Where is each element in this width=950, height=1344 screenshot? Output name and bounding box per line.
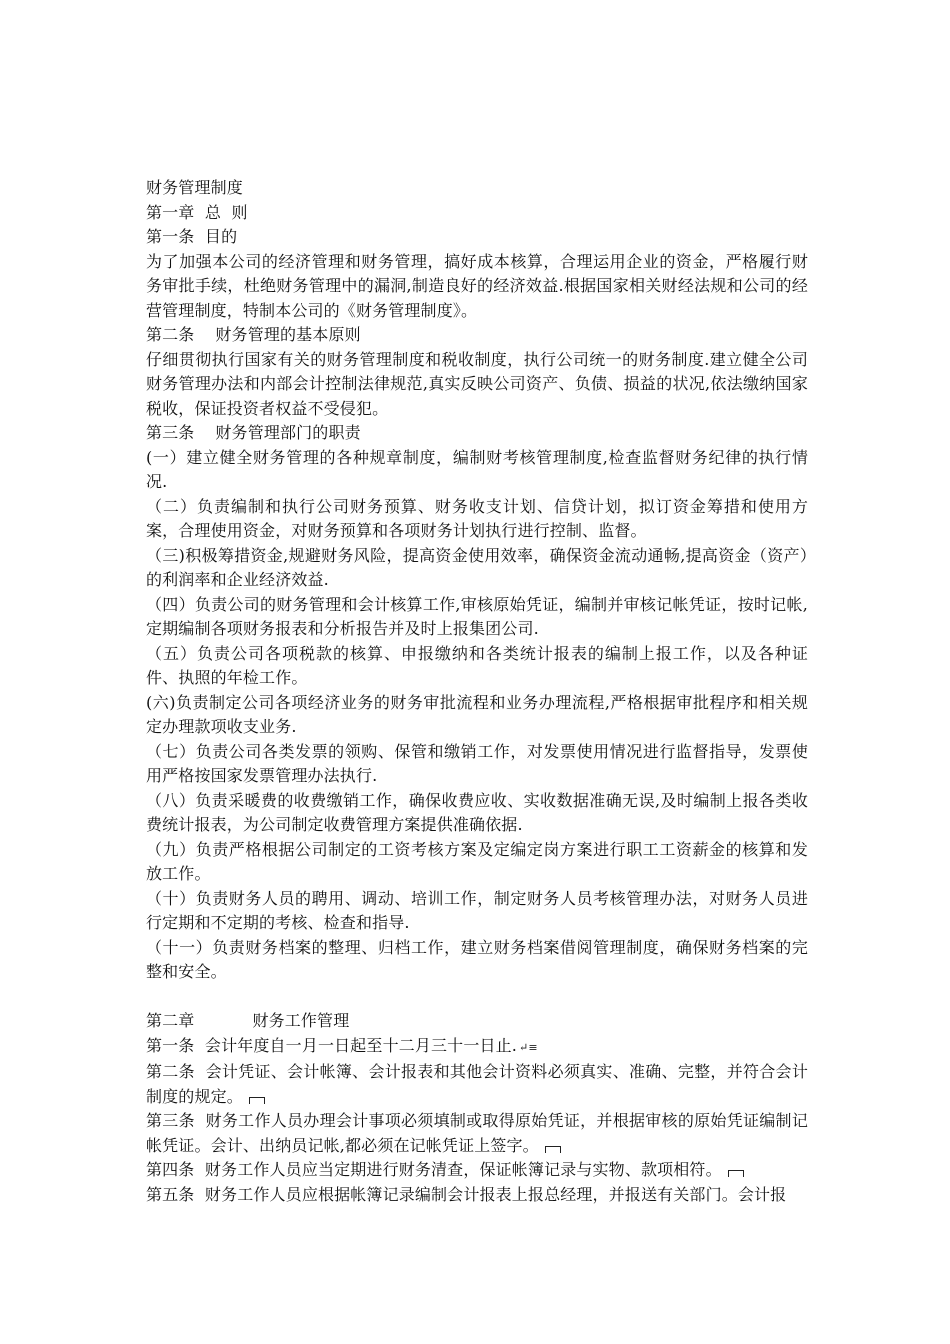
chapter-2-article-1 — [146, 1034, 808, 1061]
chapter-2-article-5-text: 第五条 财务工作人员应根据帐簿记录编制会计报表上报总经理，并报送有关部门。会计报 — [146, 1184, 787, 1204]
chapter-2-article-2-text: 第二条 会计凭证、会计帐簿、会计报表和其他会计资料必须真实、准确、完整，并符合会计制度的规定。 — [146, 1062, 808, 1106]
duty-item-8: （八）负责采暖费的收费缴销工作，确保收费应收、实收数据准确无误,及时编制上报各类收费统计报表，为公司制定收费管理方案提供准确依据. — [146, 790, 808, 834]
duty-item-3: （三)积极筹措资金,规避财务风险，提高资金使用效率，确保资金流动通畅,提高资金（资产）的利润率和企业经济效益. — [146, 545, 808, 589]
article-3-heading: 第三条 财务管理部门的职责 — [146, 423, 361, 442]
paragraph-mark-icon: ↵≡ — [519, 1040, 538, 1054]
chapter-2-title: 财务工作管理 — [252, 1011, 350, 1030]
chapter-2-article-4 — [146, 1158, 808, 1183]
article-1-heading: 第一条 目的 — [146, 227, 238, 246]
document-title: 财务管理制度 — [146, 178, 243, 197]
duty-item-2: （二）负责编制和执行公司财务预算、财务收支计划、信贷计划，拟订资金筹措和使用方案，合理使用资金，对财务预算和各项财务计划执行进行控制、监督。 — [146, 496, 808, 540]
document-page — [146, 176, 808, 1207]
section-spacer — [146, 985, 808, 1010]
line-break-mark-icon — [249, 1097, 265, 1104]
duty-item-11: （十一）负责财务档案的整理、归档工作，建立财务档案借阅管理制度，确保财务档案的完整和安全。 — [146, 937, 808, 981]
line-break-mark-icon — [545, 1146, 561, 1153]
duty-item-4: （四）负责公司的财务管理和会计核算工作,审核原始凭证，编制并审核记帐凭证，按时记帐,定期编制各项财务报表和分析报告并及时上报集团公司. — [146, 594, 808, 638]
chapter-2-number: 第二章 — [146, 1011, 195, 1030]
article-2-body: 仔细贯彻执行国家有关的财务管理制度和税收制度，执行公司统一的财务制度.建立健全公司财务管理办法和内部会计控制法律规范,真实反映公司资产、负债、损益的状况,依法缴纳国家税收，保证投资者权益不受侵犯。 — [146, 349, 808, 418]
chapter-2-article-5 — [146, 1183, 808, 1208]
article-1-body: 为了加强本公司的经济管理和财务管理，搞好成本核算，合理运用企业的资金，严格履行财务审批手续，杜绝财务管理中的漏洞,制造良好的经济效益.根据国家相关财经法规和公司的经营管理制度，特制本公司的《财务管理制度》。 — [146, 251, 808, 320]
chapter-2-article-3 — [146, 1109, 808, 1158]
duty-item-6: (六)负责制定公司各项经济业务的财务审批流程和业务办理流程,严格根据审批程序和相关规定办理款项收支业务. — [146, 692, 808, 736]
duty-item-5: （五）负责公司各项税款的核算、申报缴纳和各类统计报表的编制上报工作，以及各种证件、执照的年检工作。 — [146, 643, 808, 687]
article-2-heading: 第二条 财务管理的基本原则 — [146, 325, 361, 344]
duty-item-1: (一）建立健全财务管理的各种规章制度，编制财考核管理制度,检查监督财务纪律的执行情况. — [146, 447, 808, 491]
chapter-2-article-2 — [146, 1060, 808, 1109]
chapter-2-article-3-text: 第三条 财务工作人员办理会计事项必须填制或取得原始凭证，并根据审核的原始凭证编制记帐凭证。会计、出纳员记帐,都必须在记帐凭证上签字。 — [146, 1111, 808, 1155]
chapter-1-heading: 第一章 总 则 — [146, 202, 248, 222]
duty-item-9: （九）负责严格根据公司制定的工资考核方案及定编定岗方案进行职工工资薪金的核算和发放工作。 — [146, 839, 808, 883]
chapter-2-article-1-text: 第一条 会计年度自一月一日起至十二月三十一日止. — [146, 1035, 518, 1055]
duty-item-7: （七）负责公司各类发票的领购、保管和缴销工作，对发票使用情况进行监督指导，发票使用严格按国家发票管理办法执行. — [146, 741, 808, 785]
chapter-2-article-4-text: 第四条 财务工作人员应当定期进行财务清查，保证帐簿记录与实物、款项相符。 — [146, 1160, 722, 1179]
duty-item-10: （十）负责财务人员的聘用、调动、培训工作，制定财务人员考核管理办法，对财务人员进行定期和不定期的考核、检查和指导. — [146, 888, 808, 932]
line-break-mark-icon — [728, 1170, 744, 1177]
chapter-2-heading — [146, 1009, 808, 1034]
